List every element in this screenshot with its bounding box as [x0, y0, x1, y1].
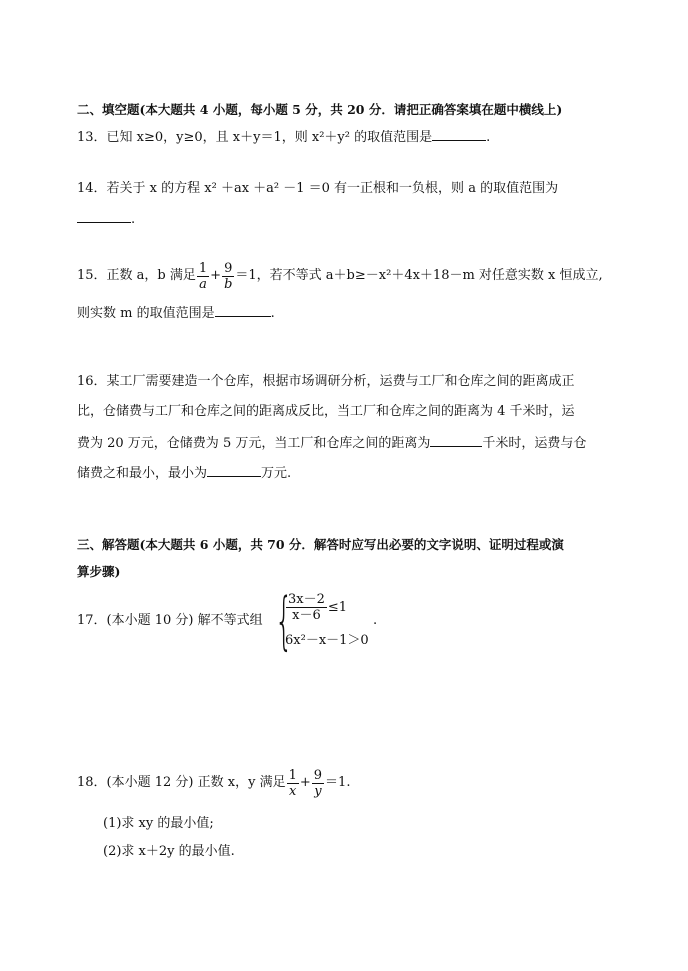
question-17-inequality-system — [275, 584, 385, 657]
question-16-line4-a: 储费之和最小，最小为 — [77, 466, 208, 481]
question-15-condition: ＝1，若不等式 a＋b≥－x²＋4x＋18－m 对任意实数 x 恒成立, — [235, 268, 603, 283]
question-14-line1: 14．若关于 x 的方程 x² ＋ax ＋a² －1 ＝0 有一正根和一负根，则 a 的取值范围为 — [77, 181, 559, 196]
question-18-part1: (1)求 xy 的最小值; — [103, 816, 214, 831]
question-13 — [77, 128, 490, 147]
question-18-line1 — [77, 766, 350, 800]
section2-heading: 二、填空题(本大题共 4 小题，每小题 5 分，共 20 分．请把正确答案填在题中横线上) — [77, 102, 563, 117]
question-17-row2: 6x²－x－1＞0 — [285, 633, 369, 648]
question-16-line3-b: 千米时，运费与仓 — [482, 436, 587, 451]
question-17-prefix: 17．(本小题 10 分) 解不等式组 — [77, 613, 263, 628]
question-18-part2: (2)求 x＋2y 的最小值. — [103, 844, 235, 859]
left-brace-icon: { — [275, 584, 293, 657]
question-17-row1: $\frac{3x-2}{x-6}$ ≤1 — [288, 592, 348, 623]
question-15-prefix: 15．正数 a，b 满足 — [77, 268, 196, 283]
question-16-line1: 16．某工厂需要建造一个仓库，根据市场调研分析，运费与工厂和仓库之间的距离成正 — [77, 374, 575, 389]
question-18-condition: ＝1. — [325, 775, 351, 790]
question-15-line2-text: 则实数 m 的取值范围是 — [77, 306, 215, 321]
question-18-fraction-1: $\frac{1}{x}$ — [288, 767, 297, 799]
question-16-blank-cost[interactable] — [207, 464, 261, 477]
question-14-blank[interactable] — [77, 210, 131, 223]
question-14-end: . — [131, 212, 136, 227]
question-16-line3 — [77, 434, 586, 453]
question-17-end: . — [373, 613, 378, 628]
question-18-plus: + — [299, 775, 311, 790]
question-18-fraction-2: $\frac{9}{y}$ — [313, 767, 323, 799]
question-13-blank[interactable] — [432, 128, 486, 141]
question-17-row1-relation: ≤1 — [327, 600, 348, 615]
question-15-blank[interactable] — [215, 304, 271, 317]
question-16-blank-distance[interactable] — [430, 434, 482, 447]
question-15-fraction-1: $\frac{1}{a}$ — [198, 260, 208, 292]
question-15-line2 — [77, 304, 275, 323]
question-16-line4-b: 万元. — [261, 466, 292, 481]
question-13-end: . — [486, 130, 491, 145]
question-13-text: 13．已知 x≥0，y≥0，且 x＋y＝1，则 x²＋y² 的取值范围是 — [77, 130, 433, 145]
question-16-line3-a: 费为 20 万元，仓储费为 5 万元，当工厂和仓库之间的距离为 — [77, 436, 431, 451]
question-14-line2 — [77, 210, 135, 229]
question-18-prefix: 18．(本小题 12 分) 正数 x，y 满足 — [77, 775, 286, 790]
question-16-line2: 比，仓储费与工厂和仓库之间的距离成反比，当工厂和仓库之间的距离为 4 千米时，运 — [77, 404, 575, 419]
question-16-line4 — [77, 464, 291, 483]
question-15-line1 — [77, 259, 603, 293]
question-15-plus: + — [210, 268, 222, 283]
question-15-end: . — [270, 306, 275, 321]
question-15-fraction-2: $\frac{9}{b}$ — [224, 260, 233, 292]
section3-heading-line2: 算步骤) — [77, 564, 121, 579]
section3-heading-line1: 三、解答题(本大题共 6 小题，共 70 分．解答时应写出必要的文字说明、证明过程或演 — [77, 537, 564, 552]
